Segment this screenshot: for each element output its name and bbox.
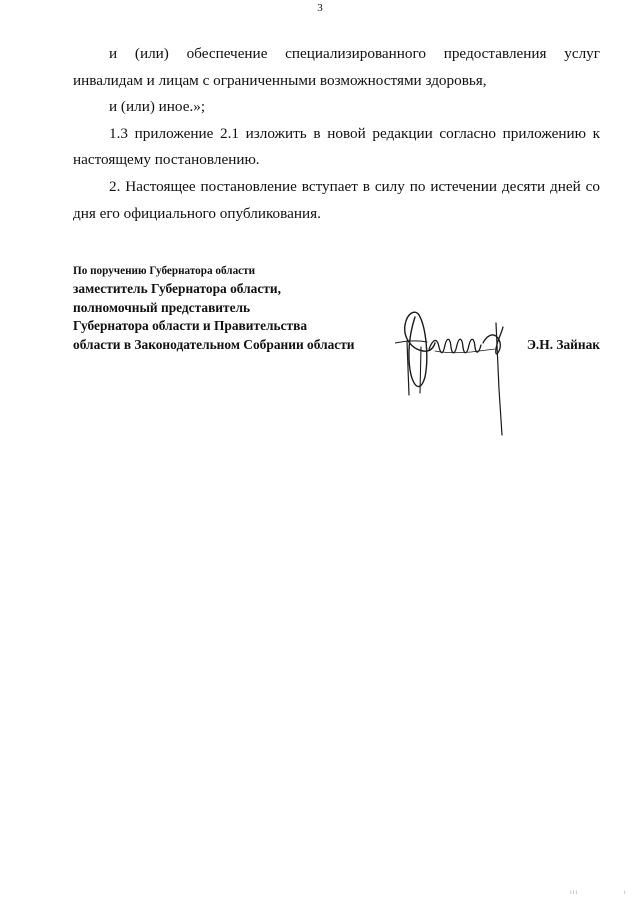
signature-title-line: Губернатора области и Правительства <box>73 318 308 334</box>
signer-name: Э.Н. Зайнак <box>526 336 600 352</box>
scan-mark: ı <box>624 889 627 896</box>
scan-mark: ııı <box>570 889 579 896</box>
signature-title-line: области в Законодательном Собрании области <box>73 336 355 352</box>
handwritten-signature <box>395 305 525 440</box>
document-body <box>73 41 600 227</box>
page-number: 3 <box>317 2 323 14</box>
signature-title-line: заместитель Губернатора области, <box>73 281 281 296</box>
signature-note: По поручению Губернатора области <box>73 265 256 277</box>
body-paragraph: 2. Настоящее постановление вступает в силу по истечении десяти дней со дня его официального опубликования. <box>73 177 600 222</box>
body-paragraph: и (или) обеспечение специализированного предоставления услуг инвалидам и лицам с ограниченными возможностями здоровья, <box>73 45 600 89</box>
body-paragraph: и (или) иное.»; <box>109 98 206 116</box>
body-paragraph: 1.3 приложение 2.1 изложить в новой редакции согласно приложению к настоящему постановлению. <box>73 124 600 169</box>
signature-title-line: полномочный представитель <box>73 299 251 315</box>
